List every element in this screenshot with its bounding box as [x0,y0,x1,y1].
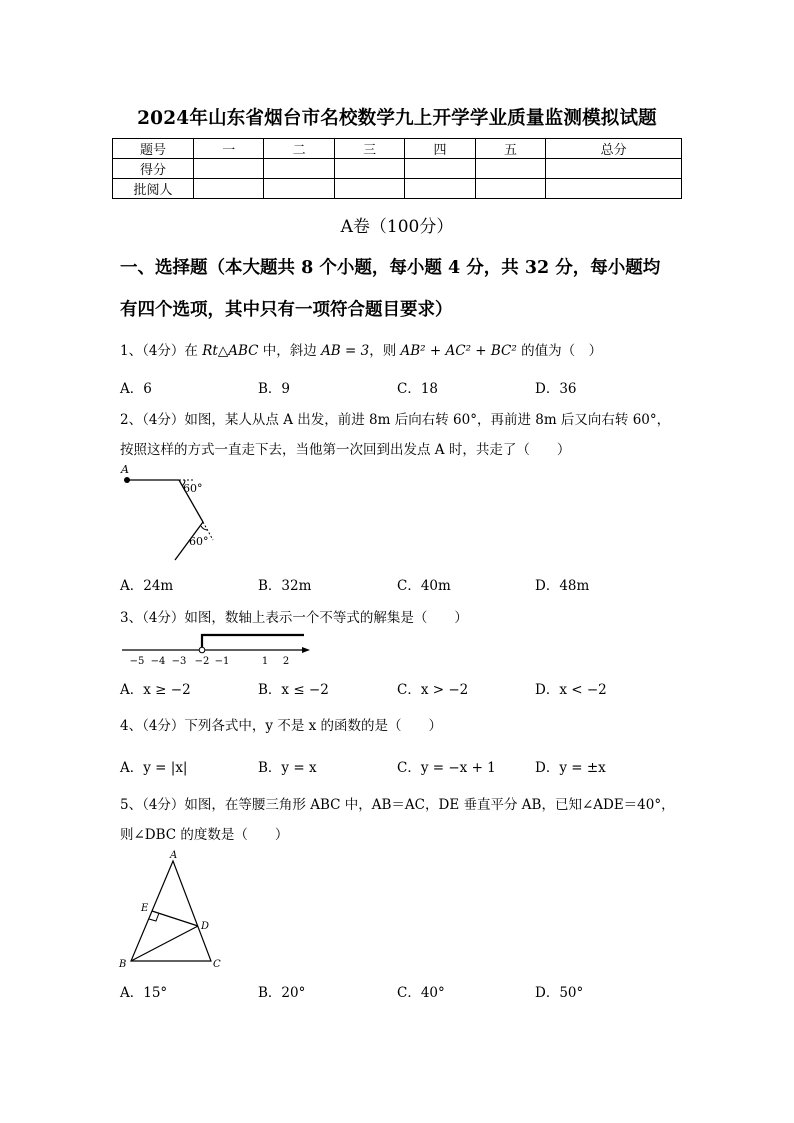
label-a: A [121,463,129,476]
q5-triangle-figure [115,848,230,973]
grader-cell[interactable] [475,179,545,199]
q2-option-d[interactable]: D．48m [535,578,590,594]
section-heading-line1: 一、选择题（本大题共 8 个小题，每小题 4 分，共 32 分，每小题均 [120,258,661,278]
score-header-cell: 二 [264,139,334,159]
angle-label-1: 60° [183,482,203,495]
label-c: C [213,959,221,970]
q1-text: 1、（4分）在 [120,343,203,359]
q5-option-b[interactable]: B．20° [258,985,306,1001]
label-d: D [201,921,210,932]
q4-option-b[interactable]: B．y = x [258,760,317,776]
q5-option-a[interactable]: A．15° [120,985,168,1001]
score-header-cell: 三 [334,139,404,159]
q4-option-d[interactable]: D．y = ±x [535,760,606,776]
question-5-line1: 5、（4分）如图，在等腰三角形 ABC 中，AB＝AC，DE 垂直平分 AB，已知∠ADE＝40°， [120,797,675,813]
q1-option-b[interactable]: B．9 [258,381,291,397]
q1-text: ，则 [369,343,401,359]
q2-option-c[interactable]: C．40m [397,578,451,594]
grader-row-label: 批阅人 [113,179,194,199]
score-table-row [113,179,682,199]
q2-option-a[interactable]: A．24m [120,578,174,594]
question-1-stem [120,339,602,359]
q3-option-d[interactable]: D．x < −2 [535,682,607,698]
question-2-line2: 按照这样的方式一直走下去，当他第一次回到出发点 A 时，共走了（ ） [120,442,571,458]
question-2-line1: 2、（4分）如图，某人从点 A 出发，前进 8m 后向右转 60°，再前进 8m 后又向右转 60°， [120,412,671,428]
tick-labels [130,656,290,667]
section-heading-line2: 有四个选项，其中只有一项符合题目要求） [120,300,453,320]
axis-arrow [302,647,310,653]
q1-expression: AB² + AC² + BC² [400,343,517,359]
label-e: E [141,903,149,914]
grader-cell[interactable] [405,179,475,199]
question-4-stem: 4、（4分）下列各式中，y 不是 x 的函数的是（ ） [120,718,443,734]
q3-option-a[interactable]: A．x ≥ −2 [120,682,191,698]
angle-label-2: 60° [189,535,209,548]
tick-label: −5 [129,656,145,667]
q3-option-b[interactable]: B．x ≤ −2 [258,682,329,698]
q1-text: 的值为（ ） [516,343,603,359]
tick-label: 1 [261,656,269,667]
q5-option-d[interactable]: D．50° [535,985,584,1001]
score-cell[interactable] [475,159,545,179]
question-3-stem: 3、（4分）如图，数轴上表示一个不等式的解集是（ ） [120,610,468,626]
q4-option-a[interactable]: A．y = |x| [120,760,188,776]
label-a: A [170,850,178,861]
score-header-cell: 总分 [546,139,682,159]
label-b: B [119,959,127,970]
score-header-cell: 题号 [113,139,194,159]
q2-option-b[interactable]: B．32m [258,578,312,594]
open-point [199,647,205,653]
q1-option-c[interactable]: C．18 [397,381,439,397]
question-5-line2: 则∠DBC 的度数是（ ） [120,827,289,843]
q1-option-a[interactable]: A．6 [120,381,152,397]
score-cell[interactable] [264,159,334,179]
q1-triangle: Rt△ABC [202,343,259,359]
q3-option-c[interactable]: C．x > −2 [397,682,469,698]
score-header-cell: 四 [405,139,475,159]
score-cell[interactable] [546,159,682,179]
tick-label: −3 [171,656,187,667]
score-header-cell: 五 [475,139,545,159]
tick-label: −4 [150,656,166,667]
part-label: A卷（100分） [340,217,454,237]
score-cell[interactable] [194,159,264,179]
q1-option-d[interactable]: D．36 [535,381,577,397]
grader-cell[interactable] [546,179,682,199]
q4-option-c[interactable]: C．y = −x + 1 [397,760,496,776]
score-header-cell: 一 [194,139,264,159]
score-row-label: 得分 [113,159,194,179]
score-cell[interactable] [334,159,404,179]
q1-text: 中，斜边 [258,343,322,359]
exam-title: 2024年山东省烟台市名校数学九上开学学业质量监测模拟试题 [137,108,657,129]
score-table [112,138,682,199]
q1-hypotenuse: AB = 3 [321,343,370,359]
score-table-row [113,159,682,179]
q3-number-line [118,630,313,670]
tick-label: 2 [282,656,290,667]
solution-ray [202,635,304,650]
grader-cell[interactable] [264,179,334,199]
segment-bd [131,926,198,961]
score-cell[interactable] [405,159,475,179]
grader-cell[interactable] [194,179,264,199]
tick-label: −1 [214,656,230,667]
q2-figure [115,462,225,564]
grader-cell[interactable] [334,179,404,199]
q5-option-c[interactable]: C．40° [397,985,445,1001]
score-table-header-row [113,139,682,159]
tick-label: −2 [194,656,210,667]
